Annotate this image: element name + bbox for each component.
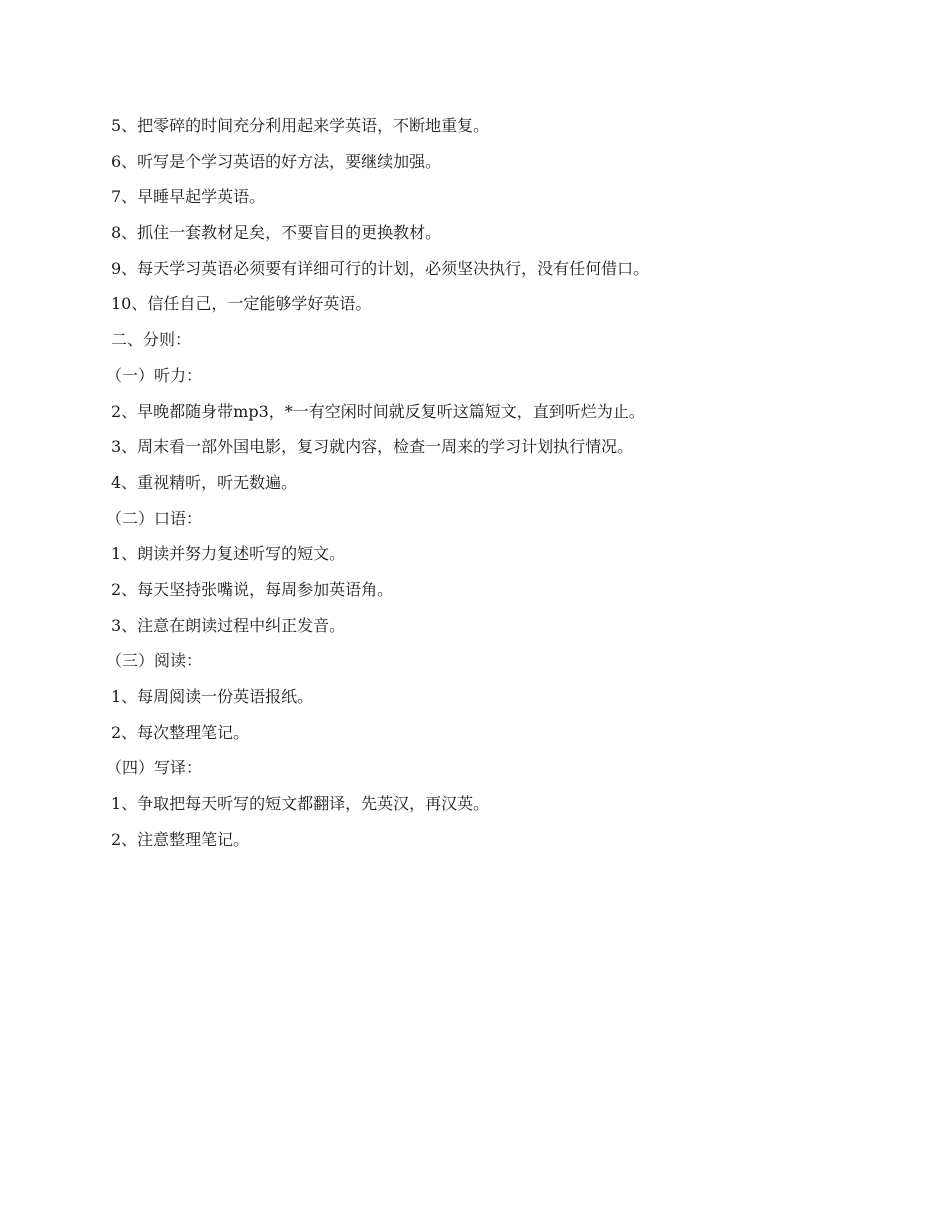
subsection-heading-writing: （四）写译：	[106, 758, 203, 778]
list-item: 2、早晚都随身带mp3，*一有空闲时间就反复听这篇短文，直到听烂为止。	[111, 401, 645, 421]
list-item: 4、重视精听，听无数遍。	[111, 472, 298, 492]
list-item: 9、每天学习英语必须要有详细可行的计划，必须坚决执行，没有任何借口。	[111, 258, 650, 278]
list-item: 7、早睡早起学英语。	[111, 187, 266, 207]
list-item: 3、周末看一部外国电影，复习就内容，检查一周来的学习计划执行情况。	[111, 437, 634, 457]
section-heading: 二、分则：	[111, 330, 192, 350]
list-item: 5、把零碎的时间充分利用起来学英语，不断地重复。	[111, 116, 490, 135]
list-item: 3、注意在朗读过程中纠正发音。	[111, 615, 346, 635]
subsection-heading-reading: （三）阅读：	[106, 651, 203, 671]
list-item: 2、每天坚持张嘴说，每周参加英语角。	[111, 579, 394, 599]
list-item: 2、每次整理笔记。	[111, 722, 250, 742]
list-item: 2、注意整理笔记。	[111, 829, 250, 849]
list-item: 8、抓住一套教材足矣，不要盲目的更换教材。	[111, 223, 442, 243]
list-item: 1、朗读并努力复述听写的短文。	[111, 544, 346, 564]
list-item: 1、每周阅读一份英语报纸。	[111, 687, 314, 706]
list-item: 6、听写是个学习英语的好方法，要继续加强。	[111, 151, 442, 171]
list-item: 10、信任自己，一定能够学好英语。	[111, 294, 372, 314]
subsection-heading-listening: （一）听力：	[106, 365, 203, 385]
document-body	[106, 108, 871, 857]
subsection-heading-speaking: （二）口语：	[106, 508, 203, 528]
list-item: 1、争取把每天听写的短文都翻译，先英汉，再汉英。	[111, 794, 490, 814]
